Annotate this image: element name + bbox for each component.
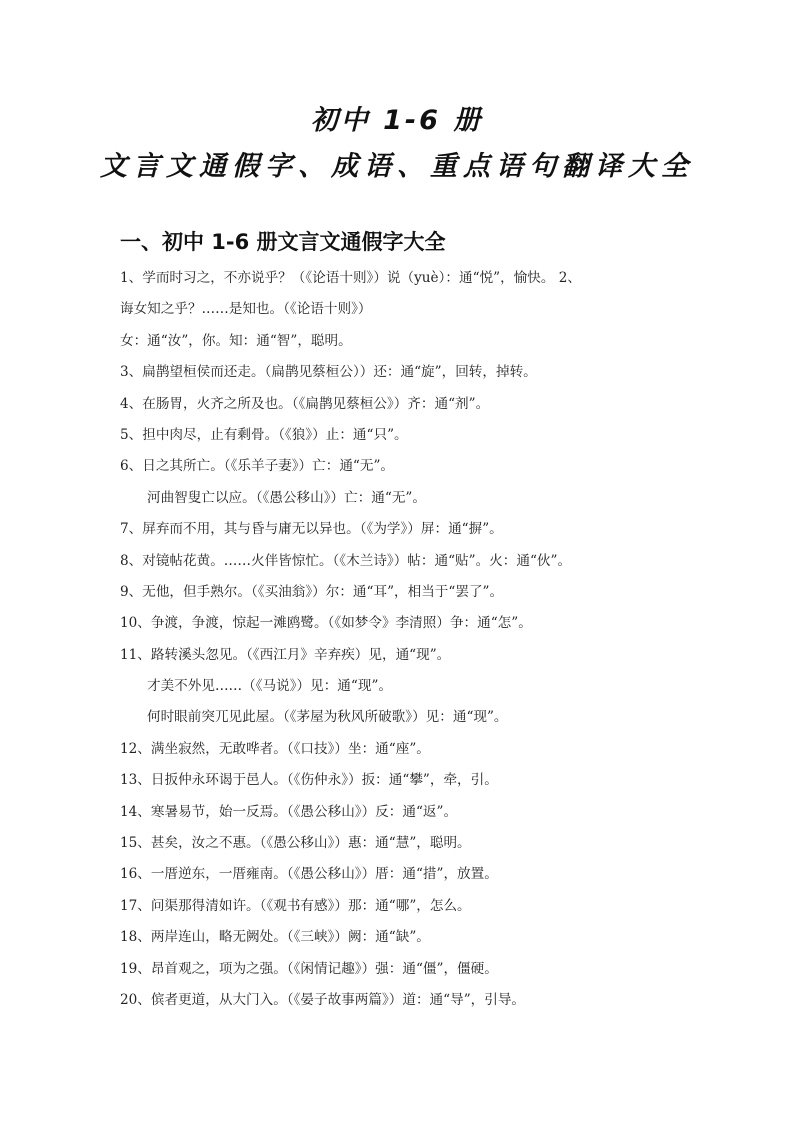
list-item: 才美不外见……（《马说》）见：通“现”。 [147, 678, 392, 695]
list-item: 4、在肠胃，火齐之所及也。（《扁鹊见蔡桓公》）齐：通“剂”。 [120, 395, 490, 412]
list-item: 19、昂首观之，项为之强。（《闲情记趣》）强：通“僵”，僵硬。 [120, 960, 498, 977]
list-item: 12、满坐寂然，无敢哗者。（《口技》）坐：通“座”。 [120, 740, 430, 757]
list-item: 17、问渠那得清如许。（《观书有感》）那：通“哪”，怎么。 [120, 897, 471, 914]
list-item: 6、日之其所亡。（《乐羊子妻》）亡：通“无”。 [120, 458, 395, 475]
list-item: 3、扁鹊望桓侯而还走。（扁鹊见蔡桓公））还：通“旋”，回转，掉转。 [120, 364, 537, 381]
entry-list [120, 263, 690, 1016]
list-item: 10、争渡，争渡，惊起一滩鸥鹭。（《如梦令》李清照）争：通“怎”。 [120, 615, 532, 632]
list-item: 女：通“汝”，你。知：通“智”，聪明。 [120, 332, 352, 349]
section-heading: 一、初中 1-6 册文言文通假字大全 [120, 230, 446, 254]
list-item: 9、无他，但手熟尔。（《买油翁》）尔：通“耳”，相当于“罢了”。 [120, 583, 504, 600]
list-item: 13、日扳仲永环谒于邑人。（《伤仲永》）扳：通“攀”，牵，引。 [120, 772, 498, 789]
list-item: 河曲智叟亡以应。（《愚公移山》）亡：通“无”。 [147, 489, 426, 506]
list-item: 诲女知之乎？……是知也。（《论语十则》） [120, 301, 372, 318]
list-item: 18、两岸连山，略无阙处。（《三峡》）阙：通“缺”。 [120, 929, 430, 946]
list-item: 20、傧者更道，从大门入。（《晏子故事两篇》）道：通“导”，引导。 [120, 991, 526, 1008]
list-item: 11、路转溪头忽见。（《西江月》辛弃疾）见，通“现”。 [120, 646, 451, 663]
list-item: 16、一厝逆东，一厝雍南。（《愚公移山》）厝：通“措”，放置。 [120, 866, 498, 883]
list-item: 1、学而时习之，不亦说乎？（《论语十则》）说（yuè）：通“悦”，愉快。 2、 [120, 270, 582, 286]
list-item: 7、屏弃而不用，其与昏与庸无以异也。（《为学》）屏：通“摒”。 [120, 521, 503, 538]
list-item: 8、对镜帖花黄。……火伴皆惊忙。（《木兰诗》）帖：通“贴”。火：通“伙”。 [120, 552, 572, 569]
list-item: 15、甚矣，汝之不惠。（《愚公移山》）惠：通“慧”，聪明。 [120, 835, 471, 852]
title-line-1: 初中 1-6 册 [310, 105, 484, 136]
list-item: 何时眼前突兀见此屋。（《茅屋为秋风所破歌》）见：通“现”。 [147, 709, 508, 726]
title-line-2: 文言文通假字、成语、重点语句翻译大全 [100, 151, 694, 182]
document-title [0, 98, 794, 190]
list-item: 5、担中肉尽，止有剩骨。（《狼》）止：通“只”。 [120, 426, 408, 443]
list-item: 14、寒暑易节，始一反焉。（《愚公移山》）反：通“返”。 [120, 803, 458, 820]
